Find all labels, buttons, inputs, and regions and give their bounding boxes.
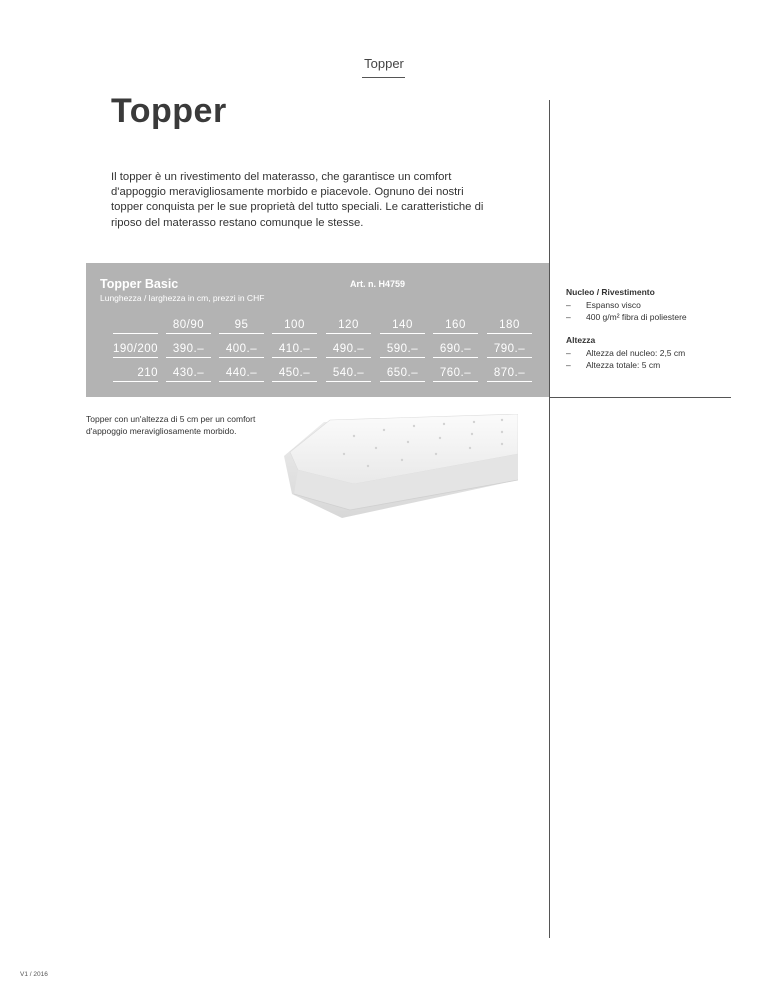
page-title: Topper bbox=[111, 92, 227, 130]
table-header-cell: 160 bbox=[433, 317, 478, 334]
price-panel bbox=[86, 263, 549, 397]
table-cell: 540.– bbox=[326, 365, 371, 382]
spec-divider bbox=[549, 397, 731, 398]
table-cell: 790.– bbox=[487, 341, 532, 358]
table-cell: 390.– bbox=[166, 341, 211, 358]
table-cell: 650.– bbox=[380, 365, 425, 382]
table-cell: 490.– bbox=[326, 341, 371, 358]
spec-section bbox=[566, 335, 685, 371]
table-subtitle: Lunghezza / larghezza in cm, prezzi in CHF bbox=[100, 293, 265, 303]
section-header: Topper bbox=[364, 56, 404, 71]
spec-section bbox=[566, 287, 687, 323]
table-header-cell: 120 bbox=[326, 317, 371, 334]
table-header-cell: 100 bbox=[272, 317, 317, 334]
table-cell: 590.– bbox=[380, 341, 425, 358]
product-name: Topper Basic bbox=[100, 277, 179, 291]
spec-title: Nucleo / Rivestimento bbox=[566, 287, 655, 297]
table-cell: 450.– bbox=[272, 365, 317, 382]
footer-version: V1 / 2016 bbox=[20, 971, 48, 978]
spec-item: – Altezza del nucleo: 2,5 cm bbox=[566, 348, 686, 358]
article-number: Art. n. H4759 bbox=[350, 279, 406, 289]
intro-text: Il topper è un rivestimento del materasso, che garantisce un comfort d'appoggio meravigliosamente morbido e piacevole. Ognuno dei nostri topper conquista per le sue proprietà del tutto speciali. Le caratteristiche di riposo del materasso restano comunque le stesse. bbox=[111, 171, 484, 229]
table-header-cell: 180 bbox=[487, 317, 532, 334]
table-cell: 690.– bbox=[433, 341, 478, 358]
table-cell: 190/200 bbox=[113, 341, 158, 358]
table-cell: 430.– bbox=[166, 365, 211, 382]
spec-title: Altezza bbox=[566, 335, 596, 345]
table-header-cell: 95 bbox=[219, 317, 264, 334]
table-cell: 210 bbox=[113, 365, 158, 382]
table-cell: 410.– bbox=[272, 341, 317, 358]
topper-photo bbox=[284, 414, 518, 530]
column-divider bbox=[549, 100, 550, 938]
table-header-cell bbox=[113, 317, 158, 334]
spec-item: – Espanso visco bbox=[566, 300, 641, 310]
table-header-cell: 80/90 bbox=[166, 317, 211, 334]
table-header-cell: 140 bbox=[380, 317, 425, 334]
section-header-rule bbox=[362, 77, 405, 78]
table-cell: 400.– bbox=[219, 341, 264, 358]
table-cell: 870.– bbox=[487, 365, 532, 382]
image-caption: Topper con un'altezza di 5 cm per un comfort d'appoggio meravigliosamente morbido. bbox=[86, 414, 256, 436]
spec-item: – Altezza totale: 5 cm bbox=[566, 360, 661, 370]
table-cell: 760.– bbox=[433, 365, 478, 382]
table-cell: 440.– bbox=[219, 365, 264, 382]
spec-item: – 400 g/m² fibra di poliestere bbox=[566, 312, 687, 322]
